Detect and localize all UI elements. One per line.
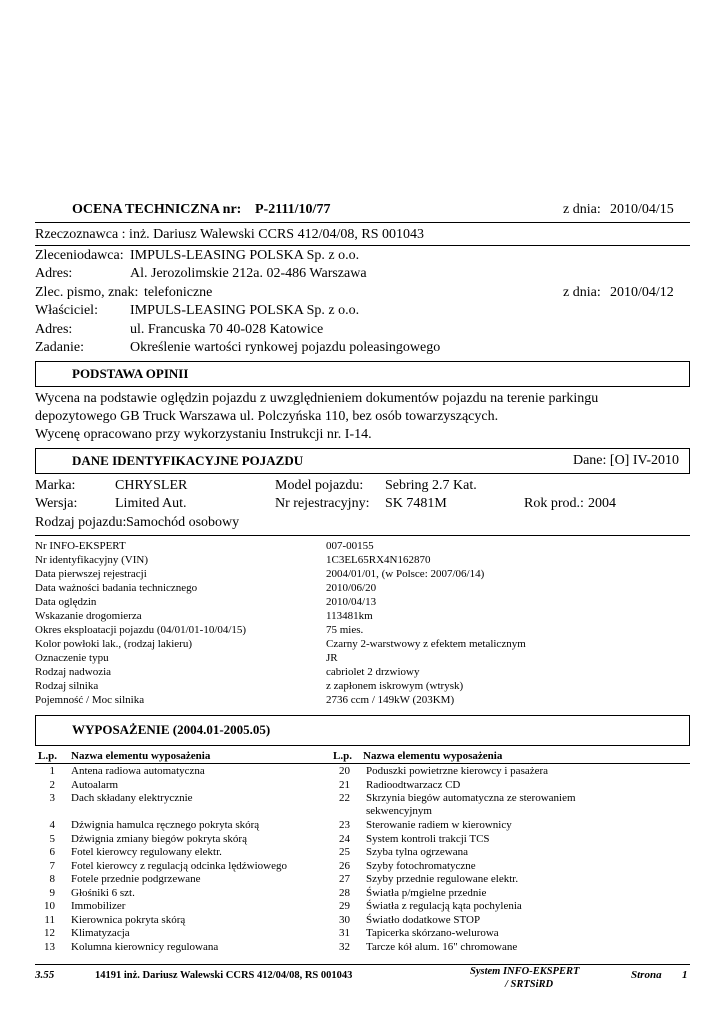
- identification-section-title: DANE IDENTYFIKACYJNE POJAZDU: [72, 453, 304, 468]
- equipment-lp: 6: [49, 846, 55, 858]
- equipment-lp: 8: [49, 873, 55, 885]
- equipment-name: Szyba tylna ogrzewana: [366, 846, 469, 858]
- footer-version: 3.55: [35, 969, 55, 981]
- details-value: 007-00155: [326, 540, 374, 552]
- equipment-name: Tapicerka skórzano-welurowa: [366, 927, 499, 939]
- equipment-lp: 11: [44, 913, 55, 926]
- equipment-row: [35, 779, 325, 793]
- equipment-lp: 22: [339, 792, 350, 804]
- equipment-lp: 10: [44, 900, 55, 912]
- equipment-row: [330, 833, 690, 847]
- equipment-name: Radioodtwarzacz CD: [366, 778, 461, 791]
- details-label: Rodzaj silnika: [35, 680, 99, 692]
- letter-label: Zlec. pismo, znak:: [35, 285, 139, 300]
- equipment-lp: 7: [49, 859, 55, 872]
- details-label: Kolor powłoki lak., (rodzaj lakieru): [35, 638, 193, 650]
- equipment-row: [330, 792, 690, 819]
- equipment-row: [330, 887, 690, 901]
- footer-page-number: 1: [682, 969, 688, 981]
- equipment-name: Szyby fotochromatyczne: [366, 859, 476, 872]
- equipment-lp: 28: [339, 886, 350, 899]
- client-label: Zleceniodawca:: [35, 248, 124, 263]
- equipment-name: Autoalarm: [71, 778, 119, 791]
- equipment-name: Światła z regulacją kąta pochylenia: [366, 900, 522, 912]
- details-label: Nr INFO-EKSPERT: [35, 540, 126, 552]
- equipment-name: Dźwignia hamulca ręcznego pokryta skórą: [71, 819, 260, 831]
- equipment-lp: 21: [339, 778, 350, 791]
- equipment-lp-header-right: L.p.: [333, 750, 352, 762]
- equipment-lp: 29: [339, 900, 350, 912]
- details-row: [35, 582, 690, 596]
- equipment-row: [330, 941, 690, 955]
- version-value: Limited Aut.: [115, 496, 187, 511]
- details-row: [35, 540, 690, 554]
- equipment-name: Skrzynia biegów automatyczna ze sterowaniem: [366, 792, 576, 804]
- make-label: Marka:: [35, 478, 76, 493]
- equipment-header-divider: [35, 763, 690, 764]
- make-value: CHRYSLER: [115, 478, 188, 493]
- basis-section-box: [35, 361, 690, 387]
- equipment-row: [330, 860, 690, 874]
- task-value: Określenie wartości rynkowej pojazdu poleasingowego: [130, 340, 441, 355]
- equipment-section-title: WYPOSAŻENIE (2004.01-2005.05): [72, 722, 271, 737]
- details-row: [35, 694, 690, 708]
- equipment-lp: 31: [339, 927, 350, 939]
- letter-value: telefoniczne: [144, 285, 213, 300]
- equipment-name: Antena radiowa automatyczna: [71, 765, 205, 777]
- vehicle-type-value: Samochód osobowy: [126, 515, 240, 530]
- details-value: z zapłonem iskrowym (wtrysk): [326, 680, 464, 692]
- details-label: Okres eksploatacji pojazdu (04/01/01-10/04/15): [35, 624, 247, 636]
- vehicle-type-label: Rodzaj pojazdu:: [35, 515, 127, 530]
- client-value: IMPULS-LEASING POLSKA Sp. z o.o.: [130, 248, 360, 263]
- version-label: Wersja:: [35, 496, 78, 511]
- equipment-lp: 1: [49, 765, 55, 777]
- details-label: Pojemność / Moc silnika: [35, 694, 145, 706]
- details-row: [35, 554, 690, 568]
- equipment-row: [35, 792, 325, 806]
- details-row: [35, 568, 690, 582]
- equipment-row: [35, 819, 325, 833]
- equipment-lp: 30: [339, 913, 350, 926]
- expert-line: Rzeczoznawca : inż. Dariusz Walewski CCRS 412/04/08, RS 001043: [35, 227, 424, 242]
- details-value: 2736 ccm / 149kW (203KM): [326, 694, 455, 706]
- equipment-row: [35, 927, 325, 941]
- details-row: [35, 624, 690, 638]
- details-value: JR: [326, 652, 338, 664]
- equipment-name-header-left: Nazwa elementu wyposażenia: [71, 750, 211, 762]
- details-value: 75 mies.: [326, 624, 364, 636]
- details-label: Oznaczenie typu: [35, 652, 109, 664]
- equipment-lp: 13: [44, 940, 55, 953]
- header-divider: [35, 222, 690, 223]
- document-title-label: OCENA TECHNICZNA nr:: [72, 202, 242, 217]
- equipment-lp-header-left: L.p.: [38, 750, 57, 762]
- equipment-name: Światło dodatkowe STOP: [366, 913, 481, 926]
- letter-date-label: z dnia:: [563, 285, 601, 300]
- client-address-value: Al. Jerozolimskie 212a. 02-486 Warszawa: [130, 266, 367, 281]
- equipment-row: [330, 819, 690, 833]
- details-value: Czarny 2-warstwowy z efektem metalicznym: [326, 638, 526, 650]
- equipment-name: Szyby przednie regulowane elektr.: [366, 873, 519, 885]
- equipment-row: [35, 941, 325, 955]
- equipment-row: [330, 765, 690, 779]
- equipment-lp: 26: [339, 859, 350, 872]
- equipment-name-continued: sekwencyjnym: [366, 805, 432, 817]
- footer-divider: [35, 964, 690, 965]
- equipment-section-box: [35, 715, 690, 746]
- registration-label: Nr rejestracyjny:: [275, 496, 370, 511]
- registration-value: SK 7481M: [385, 496, 447, 511]
- year-value: 2004: [588, 496, 616, 511]
- equipment-lp: 27: [339, 873, 350, 885]
- details-row: [35, 680, 690, 694]
- equipment-name: Tarcze kół alum. 16" chromowane: [366, 940, 518, 953]
- task-label: Zadanie:: [35, 340, 84, 355]
- details-value: 2004/01/01, (w Polsce: 2007/06/14): [326, 568, 485, 580]
- details-row: [35, 610, 690, 624]
- basis-line-1: Wycena na podstawie oględzin pojazdu z uwzględnieniem dokumentów pojazdu na terenie parkingu: [35, 391, 599, 406]
- document-number: P-2111/10/77: [255, 202, 331, 217]
- equipment-row: [330, 900, 690, 914]
- equipment-lp: 9: [49, 886, 55, 899]
- equipment-lp: 3: [49, 792, 55, 804]
- equipment-row: [35, 900, 325, 914]
- details-label: Data ważności badania technicznego: [35, 582, 198, 594]
- details-label: Rodzaj nadwozia: [35, 666, 112, 678]
- details-label: Wskazanie drogomierza: [35, 610, 142, 622]
- details-value: 2010/06/20: [326, 582, 377, 594]
- details-label: Data oględzin: [35, 596, 97, 608]
- footer-system-line-2: / SRTSiRD: [505, 979, 554, 990]
- expert-divider: [35, 245, 690, 246]
- model-value: Sebring 2.7 Kat.: [385, 478, 477, 493]
- equipment-name: Poduszki powietrzne kierowcy i pasażera: [366, 765, 549, 777]
- equipment-row: [35, 765, 325, 779]
- equipment-row: [35, 887, 325, 901]
- details-row: [35, 638, 690, 652]
- equipment-lp: 12: [44, 927, 55, 939]
- basis-section-title: PODSTAWA OPINII: [72, 366, 189, 381]
- equipment-name-header-right: Nazwa elementu wyposażenia: [363, 750, 503, 762]
- equipment-name: Klimatyzacja: [71, 927, 130, 939]
- footer-page-label: Strona: [631, 969, 662, 981]
- equipment-name: Światła p/mgielne przednie: [366, 886, 487, 899]
- equipment-lp: 4: [49, 819, 55, 831]
- equipment-row: [330, 873, 690, 887]
- details-value: cabriolet 2 drzwiowy: [326, 666, 420, 678]
- details-label: Nr identyfikacyjny (VIN): [35, 554, 149, 566]
- owner-address-value: ul. Francuska 70 40-028 Katowice: [130, 322, 324, 337]
- footer-system-line-1: System INFO-EKSPERT: [470, 966, 580, 977]
- equipment-name: Fotele przednie podgrzewane: [71, 873, 201, 885]
- year-label: Rok prod.:: [524, 496, 584, 511]
- details-row: [35, 652, 690, 666]
- equipment-row: [35, 833, 325, 847]
- owner-address-label: Adres:: [35, 322, 73, 337]
- document-date: 2010/04/15: [610, 202, 674, 217]
- details-value: 113481km: [326, 610, 373, 622]
- equipment-lp: 32: [339, 940, 350, 953]
- equipment-row: [330, 846, 690, 860]
- model-label: Model pojazdu:: [275, 478, 364, 493]
- equipment-row: [35, 873, 325, 887]
- details-value: 1C3EL65RX4N162870: [326, 554, 431, 566]
- basis-line-2: depozytowego GB Truck Warszawa ul. Polczyńska 110, bez osób towarzyszących.: [35, 409, 499, 424]
- equipment-name: Sterowanie radiem w kierownicy: [366, 819, 512, 831]
- footer-author: 14191 inż. Dariusz Walewski CCRS 412/04/08, RS 001043: [95, 970, 353, 981]
- owner-label: Właściciel:: [35, 303, 98, 318]
- details-row: [35, 666, 690, 680]
- equipment-name: Dźwignia zmiany biegów pokryta skórą: [71, 832, 247, 845]
- equipment-name: Fotel kierowcy z regulacją odcinka lędźwiowego: [71, 859, 287, 872]
- details-value: 2010/04/13: [326, 596, 377, 608]
- equipment-lp: 2: [49, 778, 55, 791]
- equipment-name: Kolumna kierownicy regulowana: [71, 940, 219, 953]
- details-row: [35, 596, 690, 610]
- equipment-lp: 20: [339, 765, 350, 777]
- equipment-lp: 23: [339, 819, 350, 831]
- equipment-name: Głośniki 6 szt.: [71, 886, 135, 899]
- equipment-name: System kontroli trakcji TCS: [366, 832, 490, 845]
- equipment-row: [35, 914, 325, 928]
- equipment-row: [35, 860, 325, 874]
- equipment-name: Kierownica pokryta skórą: [71, 913, 186, 926]
- details-label: Data pierwszej rejestracji: [35, 568, 147, 580]
- equipment-row: [330, 779, 690, 793]
- identification-data-label: Dane: [O] IV-2010: [572, 453, 679, 468]
- equipment-name: Immobilizer: [71, 900, 126, 912]
- equipment-lp: 24: [339, 832, 350, 845]
- document-date-label: z dnia:: [563, 202, 601, 217]
- equipment-name: Dach składany elektrycznie: [71, 792, 193, 804]
- equipment-lp: 5: [49, 832, 55, 845]
- identification-section-box: [35, 448, 690, 474]
- equipment-row: [35, 846, 325, 860]
- owner-value: IMPULS-LEASING POLSKA Sp. z o.o.: [130, 303, 360, 318]
- letter-date-value: 2010/04/12: [610, 285, 674, 300]
- identification-divider: [35, 535, 690, 536]
- equipment-name: Fotel kierowcy regulowany elektr.: [71, 846, 222, 858]
- basis-line-3: Wycenę opracowano przy wykorzystaniu Instrukcji nr. I-14.: [35, 427, 372, 442]
- equipment-row: [330, 927, 690, 941]
- equipment-lp: 25: [339, 846, 350, 858]
- equipment-row: [330, 914, 690, 928]
- client-address-label: Adres:: [35, 266, 73, 281]
